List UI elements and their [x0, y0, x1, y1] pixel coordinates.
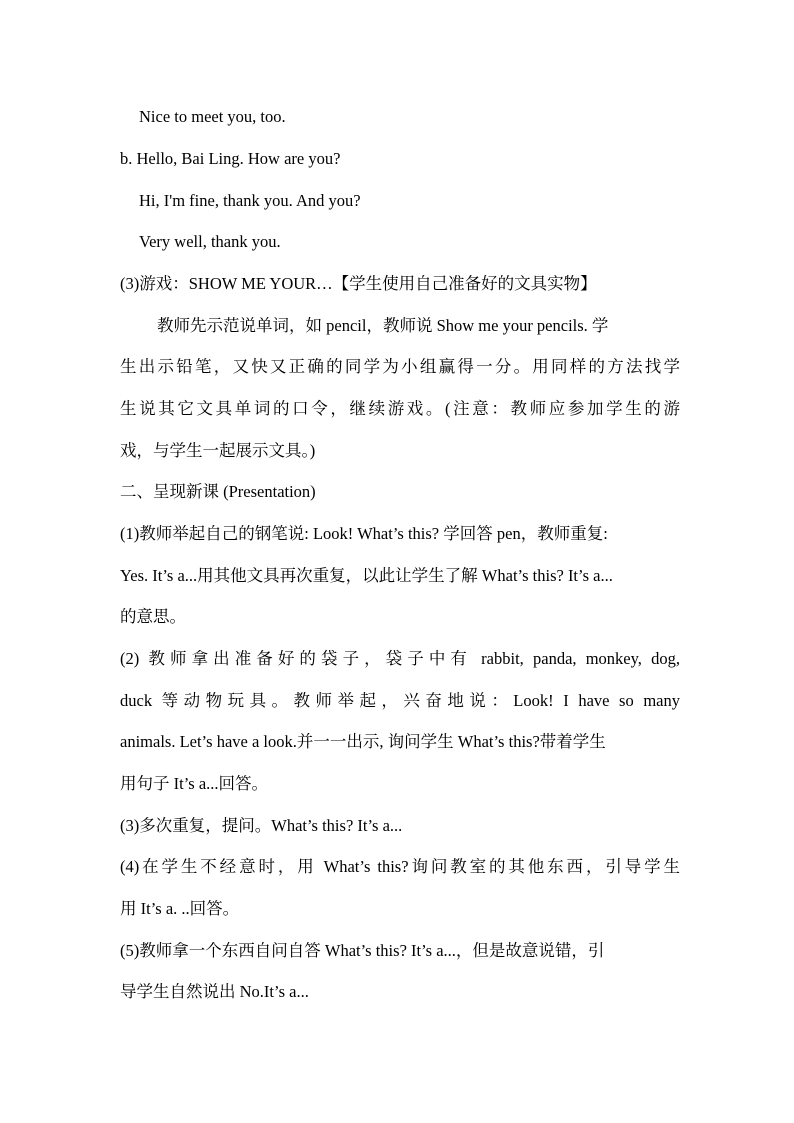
- paragraph-line: Yes. It’s a...用其他文具再次重复，以此让学生了解 What’s this? It’s a...: [120, 566, 613, 585]
- paragraph-line: 用 It’s a. ..回答。: [120, 899, 240, 918]
- paragraph-line: 教师先示范说单词，如 pencil，教师说 Show me your pencils. 学: [157, 316, 609, 335]
- paragraph-line: 生出示铅笔，又快又正确的同学为小组赢得一分。用同样的方法找学: [120, 357, 680, 376]
- paragraph-line: 的意思。: [120, 607, 186, 626]
- paragraph-line: duck 等动物玩具。教师举起，兴奋地说：Look! I have so many: [120, 691, 680, 710]
- section-heading: (3)游戏：SHOW ME YOUR…【学生使用自己准备好的文具实物】: [120, 274, 597, 293]
- dialogue-line: Nice to meet you, too.: [139, 107, 286, 126]
- section-heading: 二、呈现新课 (Presentation): [120, 482, 316, 501]
- paragraph-line: (4)在学生不经意时，用 What’s this?询问教室的其他东西，引导学生: [120, 857, 680, 876]
- paragraph-line: 戏，与学生一起展示文具。): [120, 441, 316, 460]
- paragraph-line: (2) 教师拿出准备好的袋子，袋子中有 rabbit, panda, monkey, dog,: [120, 649, 680, 668]
- paragraph-line: 生说其它文具单词的口令，继续游戏。(注意：教师应参加学生的游: [120, 399, 680, 418]
- paragraph-line: (3)多次重复，提问。What’s this? It’s a...: [120, 816, 403, 835]
- paragraph-line: (5)教师拿一个东西自问自答 What’s this? It’s a...，但是故意说错，引: [120, 941, 605, 960]
- paragraph-line: (1)教师举起自己的钢笔说: Look! What’s this? 学回答 pen，教师重复:: [120, 524, 608, 543]
- dialogue-line: Very well, thank you.: [139, 232, 281, 251]
- paragraph-line: 用句子 It’s a...回答。: [120, 774, 269, 793]
- paragraph-line: animals. Let’s have a look.并一一出示, 询问学生 What’s this?带着学生: [120, 732, 606, 751]
- dialogue-line: Hi, I'm fine, thank you. And you?: [139, 191, 361, 210]
- dialogue-line: b. Hello, Bai Ling. How are you?: [120, 149, 341, 168]
- paragraph-line: 导学生自然说出 No.It’s a...: [120, 982, 309, 1001]
